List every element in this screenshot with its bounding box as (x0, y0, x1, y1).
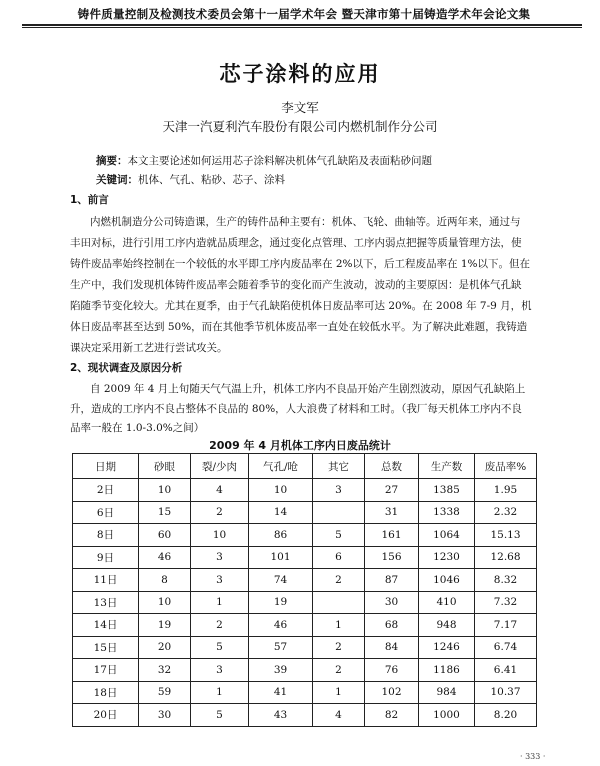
table-row (73, 546, 537, 569)
abstract (96, 153, 432, 168)
section-1-line: 体日废品率甚至达到 50%，而在其他季节机体废品率一直处在较低水平。为了解决此难题，我铸造 (70, 321, 528, 333)
table-cell: 10 (139, 479, 191, 502)
table-cell: 15.13 (475, 524, 537, 547)
table-row (73, 479, 537, 502)
table-cell: 5 (191, 636, 249, 659)
table-cell: 10 (191, 524, 249, 547)
keywords (96, 172, 285, 187)
table-cell: 76 (365, 659, 419, 682)
section-1-line: 丰田对标，进行引用工序内造就品质理念，通过变化点管理、工序内弱点把握等质量管理方法，使 (70, 237, 522, 249)
table-cell: 1 (191, 591, 249, 614)
table-cell: 19 (249, 591, 313, 614)
table-body (73, 479, 537, 727)
section-1-line: 课决定采用新工艺进行尝试攻关。 (70, 342, 228, 354)
table-cell: 68 (365, 614, 419, 637)
table-row (73, 704, 537, 727)
section-2-line: 品率一般在 1.0-3.0%之间） (70, 422, 205, 434)
header-rule (22, 24, 582, 26)
section-1-line: 内燃机制造分公司铸造课，生产的铸件品种主要有：机体、飞轮、曲轴等。近两年来，通过与 (90, 216, 521, 228)
article-title: 芯子涂料的应用 (219, 62, 381, 86)
table-cell: 1000 (419, 704, 475, 727)
table-cell: 17日 (73, 659, 139, 682)
table-cell: 60 (139, 524, 191, 547)
table-cell: 46 (139, 546, 191, 569)
table-cell: 2 (313, 659, 365, 682)
table-cell: 14日 (73, 614, 139, 637)
table-cell: 1 (191, 681, 249, 704)
column-header: 其它 (313, 454, 365, 479)
table-cell: 11日 (73, 569, 139, 592)
table-cell: 1 (313, 614, 365, 637)
table-cell: 10 (139, 591, 191, 614)
table-cell: 101 (249, 546, 313, 569)
table-cell: 27 (365, 479, 419, 502)
table-cell: 2 (313, 569, 365, 592)
page-number: · 333 · (520, 752, 546, 761)
table-cell: 32 (139, 659, 191, 682)
section-1-line: 陷随季节变化较大。尤其在夏季，由于气孔缺陷使机体日废品率可达 20%。在 2008 年 7-9 月，机 (70, 300, 532, 312)
table-title: 2009 年 4 月机体工序内日废品统计 (209, 439, 391, 452)
table-cell: 2 (191, 614, 249, 637)
author-affiliation: 天津一汽夏利汽车股份有限公司内燃机制作分公司 (162, 119, 438, 134)
section-2-line: 自 2009 年 4 月上旬随天气气温上升，机体工序内不良品开始产生剧烈波动，原因气孔缺陷上 (90, 383, 526, 395)
table-cell: 6日 (73, 501, 139, 524)
table-cell: 2 (313, 636, 365, 659)
table-cell: 13日 (73, 591, 139, 614)
table-cell: 4 (191, 479, 249, 502)
table-cell: 30 (139, 704, 191, 727)
table-cell: 82 (365, 704, 419, 727)
column-header: 气孔/呛 (249, 454, 313, 479)
table-cell: 410 (419, 591, 475, 614)
table-cell: 3 (191, 546, 249, 569)
table-row (73, 614, 537, 637)
table-cell: 57 (249, 636, 313, 659)
section-1-line: 生产中，我们发现机体铸件废品率会随着季节的变化而产生波动，波动的主要原因：是机体气孔缺 (70, 279, 522, 291)
column-header: 生产数 (419, 454, 475, 479)
table-cell: 2日 (73, 479, 139, 502)
table-row (73, 591, 537, 614)
table-cell: 14 (249, 501, 313, 524)
table-row (73, 524, 537, 547)
table-cell: 6 (313, 546, 365, 569)
table-cell: 156 (365, 546, 419, 569)
table-cell: 41 (249, 681, 313, 704)
table-cell: 1385 (419, 479, 475, 502)
abstract-label: 摘要： (96, 155, 128, 167)
table-cell: 5 (191, 704, 249, 727)
table-cell: 8 (139, 569, 191, 592)
table-cell: 1 (313, 681, 365, 704)
table-row (73, 501, 537, 524)
table-cell: 984 (419, 681, 475, 704)
table-cell: 9日 (73, 546, 139, 569)
table-cell: 19 (139, 614, 191, 637)
table-cell: 74 (249, 569, 313, 592)
column-header: 裂/少肉 (191, 454, 249, 479)
table-cell: 12.68 (475, 546, 537, 569)
table-cell: 6.41 (475, 659, 537, 682)
table-cell: 161 (365, 524, 419, 547)
scrap-statistics-table (72, 453, 537, 727)
table-cell: 1338 (419, 501, 475, 524)
table-row (73, 681, 537, 704)
table-cell: 20日 (73, 704, 139, 727)
table-cell: 2.32 (475, 501, 537, 524)
table-cell: 948 (419, 614, 475, 637)
table-cell: 87 (365, 569, 419, 592)
table-cell (313, 501, 365, 524)
table-cell: 3 (313, 479, 365, 502)
table-cell: 8.32 (475, 569, 537, 592)
table-cell: 59 (139, 681, 191, 704)
table-cell: 31 (365, 501, 419, 524)
running-header: 铸件质量控制及检测技术委员会第十一届学术年会 暨天津市第十届铸造学术年会论文集 (77, 7, 531, 21)
table-cell: 1.95 (475, 479, 537, 502)
column-header: 日期 (73, 454, 139, 479)
table-cell: 6.74 (475, 636, 537, 659)
table-cell: 2 (191, 501, 249, 524)
keywords-text: 机体、气孔、粘砂、芯子、涂料 (138, 174, 285, 186)
table-cell: 20 (139, 636, 191, 659)
table-cell (313, 591, 365, 614)
table-cell: 8.20 (475, 704, 537, 727)
section-1-line: 铸件废品率始终控制在一个较低的水平即工序内废品率在 2%以下，后工程废品率在 1%以下。但在 (70, 258, 530, 270)
keywords-label: 关键词： (96, 174, 138, 186)
table-cell: 1186 (419, 659, 475, 682)
table-cell: 84 (365, 636, 419, 659)
table-cell: 15日 (73, 636, 139, 659)
table-cell: 18日 (73, 681, 139, 704)
table-cell: 1064 (419, 524, 475, 547)
table-cell: 1046 (419, 569, 475, 592)
table-cell: 3 (191, 659, 249, 682)
table-cell: 3 (191, 569, 249, 592)
table-cell: 43 (249, 704, 313, 727)
table-cell: 7.32 (475, 591, 537, 614)
table-cell: 46 (249, 614, 313, 637)
table-cell: 10 (249, 479, 313, 502)
table-row (73, 636, 537, 659)
table-cell: 15 (139, 501, 191, 524)
column-header: 废品率% (475, 454, 537, 479)
table-cell: 1246 (419, 636, 475, 659)
section-2-heading: 2、现状调查及原因分析 (70, 362, 183, 374)
table-cell: 8日 (73, 524, 139, 547)
table-cell: 102 (365, 681, 419, 704)
column-header: 砂眼 (139, 454, 191, 479)
section-2-line: 升，造成的工序内不良占整体不良品的 80%，人大浪费了材料和工时。（我厂每天机体工序内不良 (70, 403, 522, 415)
table-cell: 39 (249, 659, 313, 682)
table-cell: 10.37 (475, 681, 537, 704)
table-row (73, 569, 537, 592)
table-row (73, 659, 537, 682)
table-cell: 4 (313, 704, 365, 727)
table-cell: 86 (249, 524, 313, 547)
table-cell: 5 (313, 524, 365, 547)
abstract-text: 本文主要论述如何运用芯子涂料解决机体气孔缺陷及表面粘砂问题 (127, 155, 432, 167)
table-cell: 30 (365, 591, 419, 614)
section-1-heading: 1、前言 (70, 194, 109, 206)
column-header: 总数 (365, 454, 419, 479)
header-rule-thin (22, 27, 582, 28)
table-header-row (73, 454, 537, 479)
table-cell: 7.17 (475, 614, 537, 637)
table-cell: 1230 (419, 546, 475, 569)
author-name: 李文军 (281, 100, 319, 115)
